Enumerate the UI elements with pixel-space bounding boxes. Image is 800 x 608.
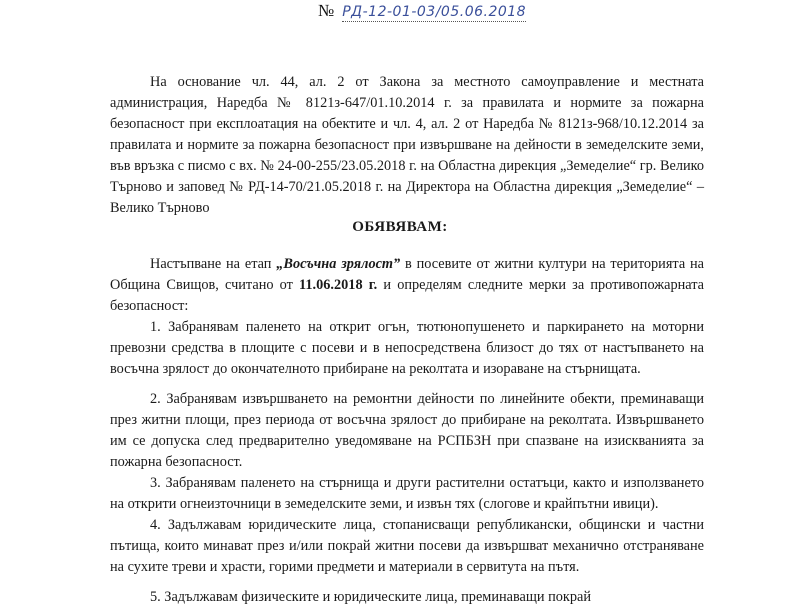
measure-item-4: 4. Задължавам юридическите лица, стопанисващи републикански, общински и частни пътища, които минават през и/или покрай житни посеви да извършват механично отстраняване на сухите треви и храсти, горими предмети и материали в сервитута на пътя.: [110, 517, 704, 575]
announcement-post: и определям следните мерки за противопожарната безопасност:: [110, 277, 705, 314]
legal-basis-paragraph: На основание чл. 44, ал. 2 от Закона за местното самоуправление и местната администрация, Наредба № 8121з-647/01.10.2014 г. за правилата и нормите за пожарна безопасност при експлоатация на обектите и чл. 4, ал. 2 от Наредба № 8121з-968/10.12.2014 за правилата и нормите за пожарна безопасност при извършване на дейности в земеделските земи, във връзка с писмо с вх. № 24-00-255/23.05.2018 г. на Областна дирекция „Земеделие“ гр. Велико Търново и заповед № РД-14-70/21.05.2018 г. на Директора на Областна дирекция „Земеделие“ – Велико Търново: [110, 74, 704, 216]
measure-item-3: 3. Забранявам паленето на стърнища и други растителни остатъци, както и използването на открити огнеизточници в земеделските земи, и извън тях (слогове и крайпътни ивици).: [110, 475, 704, 512]
measure-item-2: 2. Забранявам извършването на ремонтни дейности по линейните обекти, преминаващи през житни площи, през периода от восъчна зрялост до прибиране на реколтата. Извършването им се допуска след предварително уведомяване на РСПБЗН при спазване на изискванията за пожарна безопасност.: [110, 391, 704, 470]
measure-item-5: 5. Задължавам физическите и юридическите лица, преминаващи покрай: [150, 589, 592, 605]
effective-date: 11.06.2018 г.: [299, 277, 378, 293]
declaration-heading: ОБЯВЯВАМ:: [352, 219, 448, 235]
handwritten-reference-number: РД-12-01-03/05.06.2018: [342, 4, 527, 20]
announcement-paragraph: [110, 254, 704, 317]
number-label: №: [318, 1, 335, 20]
announcement-pre: Настъпване на етап: [150, 256, 277, 272]
stage-name: „Восъчна зрялост”: [276, 256, 401, 272]
order-body: [110, 254, 704, 608]
document-reference: [318, 0, 526, 23]
measure-item-1: 1. Забранявам паленето на открит огън, тютюнопушенето и паркирането на моторни превозни средства в площите с посеви и в непосредствена близост до тях от настъпването на восъчна зрялост до окончателното прибиране на реколтата и изораване на стърнищата.: [110, 319, 704, 377]
announcement-mid: в посевите от житни култури на територията на Община Свищов, считано от: [110, 256, 704, 293]
